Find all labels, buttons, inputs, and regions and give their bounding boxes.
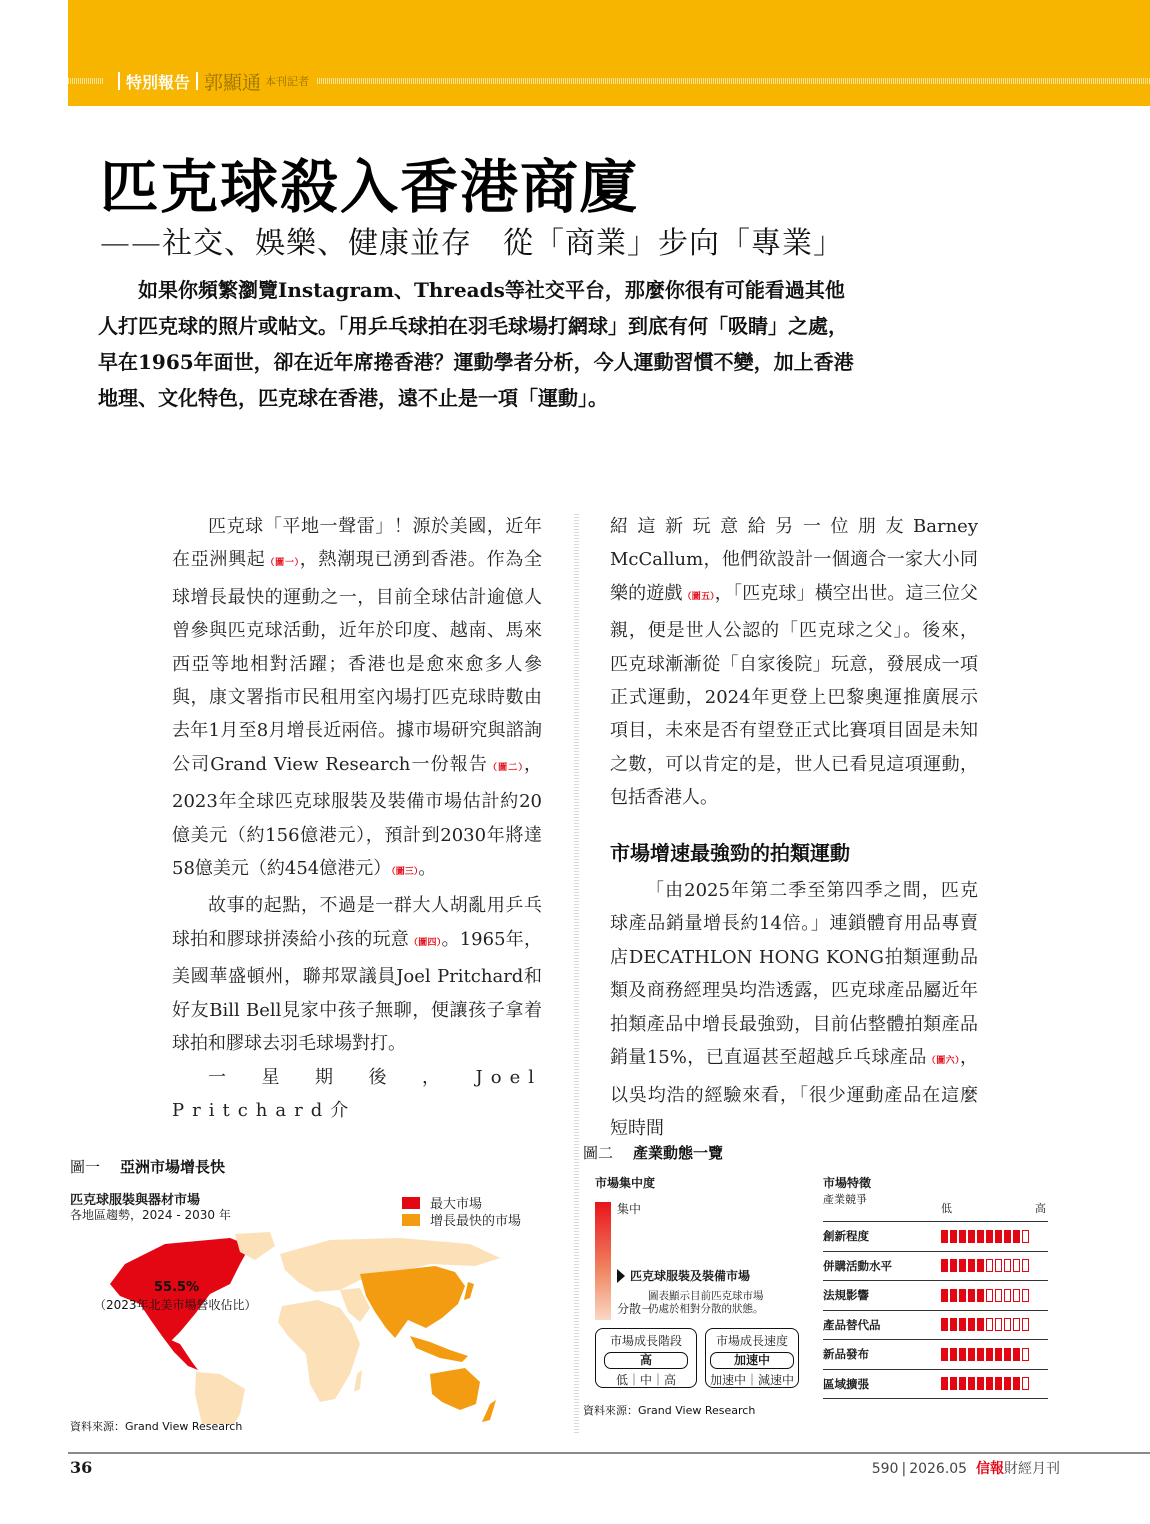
concentration-bottom-label: 分散－ — [617, 1302, 654, 1316]
text: 匹克球「平地一聲雷」！源於美國，近年在亞洲興起 — [172, 516, 542, 571]
concentration-note — [648, 1290, 764, 1316]
meter-block-empty — [1004, 1318, 1011, 1331]
text: 。 — [418, 858, 437, 880]
figure-source: 資料來源：Grand View Research — [70, 1420, 243, 1433]
map-legend — [402, 1194, 521, 1228]
figure-ref[interactable]: （圖四） — [409, 937, 442, 948]
figure-title — [70, 1156, 570, 1177]
column-divider — [574, 514, 579, 1434]
scale-low: 低 — [941, 1202, 952, 1215]
meter-block-filled — [941, 1230, 948, 1243]
meter-block-filled — [968, 1348, 975, 1361]
trait-row — [823, 1280, 1048, 1310]
trait-label: 法規影響 — [823, 1288, 869, 1303]
brand-name: 信報 — [976, 1461, 1004, 1477]
box-heading: 市場成長階段 — [609, 1334, 682, 1348]
section-label: 特別報告 — [126, 72, 191, 92]
trait-label: 新品發布 — [823, 1347, 869, 1362]
meter-block-empty — [1022, 1259, 1029, 1272]
meter-block-filled — [1004, 1230, 1011, 1243]
box-options: 低｜中｜高 — [615, 1373, 676, 1387]
text: 故事的起點，不過是一群大人胡亂用乒乓球拍和膠球拼湊給小孩的玩意 — [172, 895, 542, 950]
meter-block-filled — [968, 1377, 975, 1390]
trait-row — [823, 1310, 1048, 1340]
meter-block-filled — [977, 1289, 984, 1302]
meter-block-filled — [995, 1230, 1002, 1243]
text: ，以吳均浩的經驗來看，「很少運動產品在這麼短時間 — [610, 1047, 978, 1139]
concentration-marker — [617, 1267, 750, 1284]
legend-swatch — [402, 1197, 420, 1209]
meter-block-filled — [950, 1230, 957, 1243]
author-role: 本刊記者 — [265, 75, 310, 88]
meter-block-filled — [977, 1318, 984, 1331]
figure-number: 圖一 — [70, 1158, 101, 1176]
paragraph — [172, 510, 542, 889]
meter-block-filled — [1013, 1348, 1020, 1361]
meter-block-empty — [1013, 1259, 1020, 1272]
figure-subtitle: 匹克球服裝與器材市場 — [70, 1193, 201, 1208]
trait-row — [823, 1251, 1048, 1281]
meter-block-empty — [1004, 1259, 1011, 1272]
region-southeast-asia — [410, 1336, 468, 1362]
note-line: 仍處於相對分散的狀態。 — [648, 1303, 764, 1315]
decorative-dots — [68, 78, 104, 84]
paragraph — [172, 889, 542, 1060]
concentration-heading: 市場集中度 — [595, 1176, 656, 1190]
legend-label: 增長最快的市場 — [430, 1214, 522, 1229]
meter-block-filled — [941, 1259, 948, 1272]
box-value: 加速中 — [710, 1352, 794, 1369]
note-line: 圖表顯示目前匹克球市場 — [648, 1290, 764, 1302]
trait-row — [823, 1221, 1048, 1251]
article-title: 匹克球殺入香港商廈 — [100, 153, 641, 221]
meter-block-empty — [1022, 1318, 1029, 1331]
meter-block-empty — [1022, 1377, 1029, 1390]
meter-block-filled — [977, 1259, 984, 1272]
issue-info — [872, 1458, 1060, 1478]
meter-block-filled — [986, 1230, 993, 1243]
meter-block-filled — [959, 1259, 966, 1272]
trait-meter — [941, 1348, 1029, 1361]
world-map — [70, 1224, 570, 1424]
meter-block-empty — [995, 1318, 1002, 1331]
text: 「由2025年第二季至第四季之間，匹克球產品銷量增長約14倍。」連鎖體育用品專賣店DECATHLON HONG KONG拍類運動品類及商務經理吳均浩透露，匹克球產品屬近年拍類產品中增長最強勁，目前佔整體拍類產品銷量15%，已直逼甚至超越乒乓球產品 — [610, 880, 978, 1069]
region-new-zealand — [482, 1400, 496, 1422]
meter-block-filled — [959, 1230, 966, 1243]
figure-ref[interactable]: （圖六） — [926, 1056, 960, 1067]
growth-stage-box — [595, 1328, 697, 1388]
meter-block-filled — [959, 1289, 966, 1302]
meter-block-filled — [995, 1348, 1002, 1361]
meter-block-empty — [995, 1259, 1002, 1272]
footer-rule — [68, 1452, 1150, 1454]
legend-item — [402, 1194, 521, 1211]
trait-label: 併購活動水平 — [823, 1258, 892, 1273]
figure-heading: 亞洲市場增長快 — [120, 1158, 226, 1176]
trait-meter — [941, 1259, 1029, 1272]
meter-block-filled — [968, 1259, 975, 1272]
paragraph — [610, 874, 978, 1145]
figure-1-map — [70, 1156, 570, 1436]
meter-block-empty — [986, 1259, 993, 1272]
figure-ref[interactable]: （圖二） — [487, 762, 524, 773]
meter-block-empty — [986, 1289, 993, 1302]
figure-number: 圖二 — [583, 1144, 614, 1162]
traits-heading: 市場特徵 — [823, 1176, 872, 1190]
scale-labels — [941, 1200, 1046, 1216]
box-heading: 市場成長速度 — [715, 1334, 788, 1348]
separator: | — [901, 1461, 907, 1477]
meter-block-filled — [959, 1377, 966, 1390]
meter-block-filled — [977, 1230, 984, 1243]
meter-block-filled — [959, 1318, 966, 1331]
figure-ref[interactable]: （圖五） — [682, 591, 715, 602]
north-america-share-caption: （2023年北美市場營收佔比） — [94, 1298, 257, 1312]
figure-heading: 產業動態一覽 — [633, 1144, 724, 1162]
meter-block-filled — [986, 1377, 993, 1390]
trait-label: 產品替代品 — [823, 1317, 881, 1332]
meter-block-filled — [977, 1348, 984, 1361]
meter-block-empty — [1013, 1318, 1020, 1331]
triangle-pointer-icon — [617, 1269, 625, 1283]
meter-block-filled — [1004, 1377, 1011, 1390]
marker-label: 匹克球服裝及裝備市場 — [630, 1269, 751, 1283]
region-africa — [278, 1300, 360, 1402]
meter-block-filled — [950, 1377, 957, 1390]
market-traits — [823, 1174, 1048, 1399]
decorative-dots — [317, 78, 1150, 84]
legend-label: 最大市場 — [430, 1197, 483, 1212]
scale-high: 高 — [1035, 1202, 1046, 1215]
figure-subtitle-2: 各地區趨勢，2024 - 2030 年 — [70, 1208, 231, 1222]
trait-meter — [941, 1318, 1029, 1331]
trait-label: 創新程度 — [823, 1229, 869, 1244]
meter-block-empty — [995, 1289, 1002, 1302]
text: ，熱潮現已湧到香港。作為全球增長最快的運動之一，目前全球估計逾億人曾參與匹克球活動，近年於印度、越南、馬來西亞等地相對活躍；香港也是愈來愈多人參與，康文署指市民租用室內場打匹克球時數由去年1月至8月增長近兩倍。據市場研究與諮詢公司Grand View Research一份報告 — [172, 549, 542, 775]
paragraph: 一星期後，Joel Pritchard介 — [172, 1066, 542, 1121]
concentration-top-label: 集中 — [617, 1202, 642, 1216]
meter-block-empty — [1004, 1289, 1011, 1302]
meter-block-filled — [941, 1377, 948, 1390]
north-america-share: 55.5% — [154, 1280, 200, 1295]
concentration-gradient-bar — [595, 1202, 611, 1320]
author-name: 郭顯通 — [204, 71, 262, 94]
figure-title — [583, 1142, 1063, 1163]
trait-meter — [941, 1377, 1029, 1390]
region-asia — [360, 1266, 465, 1338]
trait-meter — [941, 1289, 1029, 1302]
section-heading: 市場增速最強勁的拍類運動 — [610, 840, 850, 865]
meter-block-filled — [968, 1289, 975, 1302]
meter-block-filled — [995, 1377, 1002, 1390]
figure-ref[interactable]: （圖一） — [265, 558, 300, 569]
lede-text: 如果你頻繁瀏覽Instagram、Threads等社交平台，那麼你很有可能看過其他人打匹克球的照片或帖文。「用乒乓球拍在羽毛球場打網球」到底有何「吸睛」之處，早在1965年面世，卻在近年席捲香港？運動學者分析，今人運動習慣不變，加上香港地理、文化特色，匹克球在香港，遠不止是一項「運動」。 — [98, 278, 854, 410]
box-options: 加速中｜減速中 — [709, 1373, 794, 1387]
meter-block-empty — [1022, 1289, 1029, 1302]
paragraph — [610, 510, 978, 815]
text: 。1965年，美國華盛頓州，聯邦眾議員Joel Pritchard和好友Bill Bell見家中孩子無聊，便讓孩子拿着球拍和膠球去羽毛球場對打。 — [172, 928, 542, 1055]
meter-block-filled — [959, 1348, 966, 1361]
trait-row — [823, 1339, 1048, 1369]
meter-block-empty — [986, 1318, 993, 1331]
text: ，2023年全球匹克球服裝及裝備市場估計約20億美元（約156億港元），預計到2030年將達58億美元（約454億港元） — [172, 753, 542, 880]
trait-row — [823, 1369, 1048, 1400]
text: 紹這新玩意給另一位朋友Barney McCallum，他們欲設計一個適合一家大小同樂的遊戲 — [610, 516, 978, 604]
traits-table — [823, 1221, 1048, 1399]
article-subtitle: ——社交、娛樂、健康並存 從「商業」步向「專業」 — [100, 226, 844, 261]
region-south-america — [195, 1372, 245, 1424]
figure-ref[interactable]: （圖三） — [391, 867, 419, 878]
meter-block-filled — [950, 1318, 957, 1331]
meter-block-empty — [1022, 1348, 1029, 1361]
meter-block-filled — [1013, 1377, 1020, 1390]
box-value: 高 — [604, 1352, 688, 1369]
meter-block-filled — [968, 1230, 975, 1243]
region-australia — [430, 1368, 480, 1410]
meter-block-filled — [950, 1348, 957, 1361]
section-kicker — [68, 70, 1150, 92]
growth-speed-box — [705, 1328, 799, 1388]
region-japan — [464, 1282, 474, 1300]
meter-block-filled — [941, 1289, 948, 1302]
meter-block-filled — [977, 1377, 984, 1390]
region-madagascar — [354, 1370, 362, 1392]
trait-meter — [941, 1230, 1029, 1243]
meter-block-filled — [1013, 1230, 1020, 1243]
figure-source: 資料來源：Grand View Research — [583, 1404, 756, 1417]
meter-block-filled — [968, 1318, 975, 1331]
meter-block-empty — [1022, 1230, 1029, 1243]
trait-label: 區域擴張 — [823, 1376, 869, 1391]
body-column-2 — [610, 510, 978, 1145]
body-column-1 — [172, 510, 542, 1127]
meter-block-filled — [1004, 1348, 1011, 1361]
meter-block-filled — [986, 1348, 993, 1361]
meter-block-filled — [950, 1289, 957, 1302]
figure-2-industry-dynamics — [583, 1142, 1063, 1432]
brand-suffix: 財經月刊 — [1004, 1461, 1060, 1477]
article-lede — [98, 272, 858, 416]
text: ，「匹克球」橫空出世。這三位父親，便是世人公認的「匹克球之父」。後來，匹克球漸漸從「自家後院」玩意，發展成一項正式運動，2024年更登上巴黎奧運推廣展示項目，未來是否有望登正式比賽項目固是未知之數，可以肯定的是，世人已看見這項運動，包括香港人。 — [610, 582, 978, 809]
region-central-america — [162, 1336, 198, 1370]
divider-bar — [196, 72, 198, 90]
page-number: 36 — [70, 1458, 93, 1477]
meter-block-empty — [1013, 1289, 1020, 1302]
traits-subheading: 產業競爭 — [823, 1193, 867, 1206]
issue-date: 2026.05 — [909, 1461, 968, 1477]
issue-number: 590 — [871, 1461, 899, 1477]
meter-block-filled — [950, 1259, 957, 1272]
meter-block-filled — [941, 1318, 948, 1331]
meter-block-filled — [941, 1348, 948, 1361]
divider-bar — [118, 72, 120, 90]
